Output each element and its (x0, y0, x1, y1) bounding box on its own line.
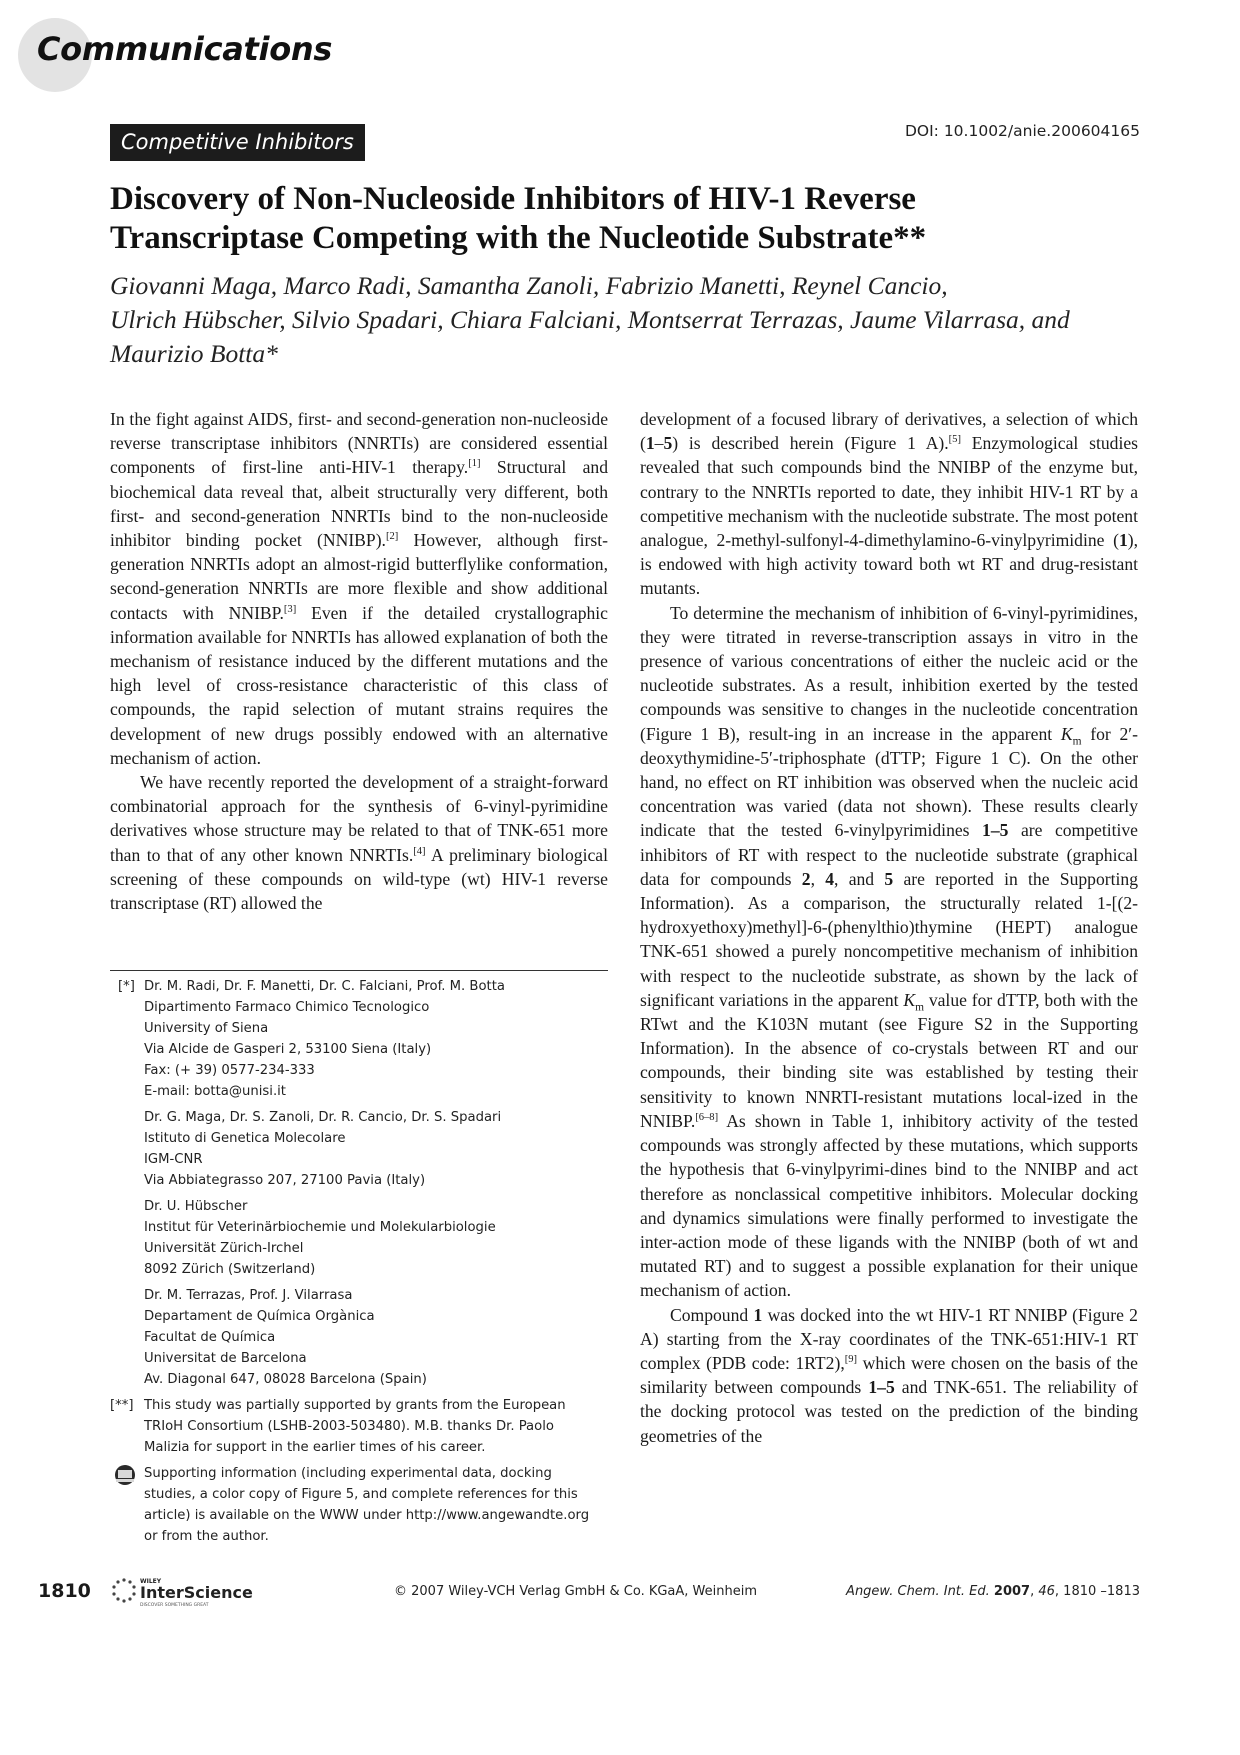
article-title (110, 180, 1110, 258)
computer-icon (112, 1465, 138, 1485)
affiliation-footnote: Dr. U. Hübscher Institut für Veterinärbiochemie und Molekularbiologie Universität Zürich-Irchel 8092 Zürich (Switzerland) (144, 1199, 496, 1277)
affiliation-footnote: Dr. G. Maga, Dr. S. Zanoli, Dr. R. Cancio, Dr. S. Spadari Istituto di Genetica Molecolare IGM-CNR Via Abbiategrasso 207, 27100 Pavia (Italy) (144, 1110, 502, 1188)
citation-ref[interactable]: [2] (385, 531, 399, 543)
citation-ref[interactable]: [1] (468, 458, 481, 470)
category-label: Competitive Inhibitors (110, 124, 365, 161)
title-line: Transcriptase Competing with the Nucleotide Substrate** (110, 220, 927, 256)
title-line: Discovery of Non-Nucleoside Inhibitors of HIV-1 Reverse (110, 181, 916, 217)
citation-ref[interactable]: [4] (413, 845, 426, 857)
section-heading: Communications (37, 30, 333, 68)
left-column (110, 407, 608, 915)
svg-text:InterScience: InterScience (140, 1583, 253, 1602)
copyright: © 2007 Wiley-VCH Verlag GmbH & Co. KGaA, Weinheim (394, 1584, 758, 1599)
citation-ref[interactable]: [5] (948, 434, 961, 446)
svg-text:DISCOVER SOMETHING GREAT: DISCOVER SOMETHING GREAT (140, 1603, 209, 1608)
page-number: 1810 (38, 1580, 91, 1602)
body-paragraph: Compound 1 was docked into the wt HIV-1 RT NNIBP (Figure 2 A) starting from the X-ray coordinates of the TNK-651:HIV-1 RT complex (PDB code: 1RT2),[9] which were chosen on the basis of the similarity between compounds 1–5 and TNK-651. The reliability of the docking protocol was tested on the prediction of the binding geometries of the (640, 1304, 1138, 1446)
author-line: Giovanni Maga, Marco Radi, Samantha Zanoli, Fabrizio Manetti, Reynel Cancio, (110, 271, 948, 300)
footnote-mark: [*] (118, 979, 135, 994)
author-line: Maurizio Botta* (110, 339, 278, 368)
funding-footnote: [**] This study was partially supported by grants from the European TRIoH Consortium (LSHB-2003-503480). M.B. thanks Dr. Paolo Malizia for support in the earlier times of his career. (110, 1395, 608, 1458)
svg-text:WILEY: WILEY (140, 1578, 162, 1585)
supporting-info-footnote: Supporting information (including experimental data, docking studies, a color copy of Figure 5, and complete references for this article) is available on the WWW under http://www.angewandte.org or from the author. (110, 1463, 608, 1547)
author-line: Ulrich Hübscher, Silvio Spadari, Chiara Falciani, Montserrat Terrazas, Jaume Vilarrasa, and (110, 305, 1070, 334)
email-link[interactable]: E-mail: botta@unisi.it (144, 1084, 286, 1099)
body-paragraph: development of a focused library of derivatives, a selection of which (1–5) is described herein (Figure 1 A).[5] Enzymological studies revealed that such compounds bind the NNIBP of the enzyme but, contrary to the NNRTIs reported to date, they inhibit HIV-1 RT by a competitive mechanism with the nucleotide substrate. The most potent analogue, 2-methyl-sulfonyl-4-dimethylamino-6-vinylpyrimidine (1), is endowed with high activity toward both wt RT and drug-resistant mutants. (640, 409, 1138, 599)
right-column (640, 407, 1138, 1448)
affiliation-footnote: Dr. M. Terrazas, Prof. J. Vilarrasa Departament de Química Orgànica Facultat de Química Universitat de Barcelona Av. Diagonal 647, 08028 Barcelona (Spain) (144, 1288, 427, 1387)
body-paragraph: We have recently reported the development of a straight-forward combinatorial approach for the synthesis of 6-vinyl-pyrimidine derivatives whose structure may be related to that of TNK-651 more than to that of any other known NNRTIs.[4] A preliminary biological screening of these compounds on wild-type (wt) HIV-1 reverse transcriptase (RT) allowed the (110, 772, 608, 914)
body-paragraph: To determine the mechanism of inhibition of 6-vinyl-pyrimidines, they were titrated in reverse-transcription assays in vitro in the presence of various concentrations of either the nucleic acid or the nucleotide substrates. As a result, inhibition exerted by the tested compounds was sensitive to changes in the nucleotide concentration (Figure 1 B), result-ing in an increase in the apparent $K_m$ for 2′-deoxythymidine-5′-triphosphate (dTTP; Figure 1 C). On the other hand, no effect on RT inhibition was observed when the nucleic acid concentration was varied (data not shown). These results clearly indicate that the tested 6-vinylpyrimidines 1–5 are competitive inhibitors of RT with respect to the nucleotide substrate (graphical data for compounds 2, 4, and 5 are reported in the Supporting Information). As a comparison, the structurally related 1-[(2-hydroxyethoxy)methyl]-6-(phenylthio)thymine (HEPT) analogue TNK-651 showed a purely noncompetitive mechanism of inhibition with respect to the nucleotide substrate, as shown by the lack of significant variations in the apparent $K_m$ value for dTTP, both with the RTwt and the K103N mutant (see Figure S2 in the Supporting Information). In the absence of co-crystals between RT and our compounds, their binding site was established by testing their sensitivity to known NNRTI-resistant mutations local-ized in the NNIBP.[6–8] As shown in Table 1, inhibitory activity of the tested compounds was strongly affected by these mutations, which supports the hypothesis that 6-vinylpyrimi-dines bind to the NNIBP and act therefore as nonclassical competitive inhibitors. Molecular docking and dynamics simulations were finally performed to investigate the inter-action mode of these ligands with the NNIBP (both of wt and mutated RT) and to suggest a possible explanation for their unique mechanism of action. (640, 602, 1138, 1301)
affiliation-footnote: [*] Dr. M. Radi, Dr. F. Manetti, Dr. C. Falciani, Prof. M. Botta Dipartimento Farmaco Chimico Tecnologico University of Siena Via Alcide de Gasperi 2, 53100 Siena (Italy) Fax: (+ 39) 0577-234-333 E-mail: botta@unisi.it (110, 976, 608, 1102)
interscience-logo[interactable] (110, 1574, 280, 1608)
journal-citation: Angew. Chem. Int. Ed. 2007, 46, 1810 –1813 (846, 1584, 1140, 1599)
footnote-mark: [**] (110, 1398, 134, 1413)
page-footer (0, 1580, 1240, 1610)
citation-ref[interactable]: [9] (844, 1354, 858, 1366)
footnote-divider (110, 970, 608, 971)
footnotes (110, 976, 608, 1552)
body-paragraph: In the fight against AIDS, first- and second-generation non-nucleoside reverse transcriptase inhibitors (NNRTIs) are considered essential components of first-line anti-HIV-1 therapy.[1] Structural and biochemical data reveal that, albeit structurally very different, both first- and second-generation NNRTIs bind to the non-nucleoside inhibitor binding pocket (NNIBP).[2] However, although first-generation NNRTIs adopt an almost-rigid butterflylike conformation, second-generation NNRTIs are more flexible and show additional contacts with NNIBP.[3] Even if the detailed crystallographic information available for NNRTIs has allowed explanation of both the mechanism of resistance induced by the different mutations and the high level of cross-resistance characteristic of this class of compounds, the rapid selection of mutant strains requires the development of new drugs possibly endowed with an alternative mechanism of action. (110, 409, 609, 768)
supporting-info-link[interactable]: article) is available on the WWW under http://www.angewandte.org (144, 1508, 590, 1523)
doi: DOI: 10.1002/anie.200604165 (904, 122, 1140, 140)
citation-ref[interactable]: [6–8] (695, 1112, 719, 1124)
citation-ref[interactable]: [3] (283, 603, 297, 615)
author-list (110, 269, 1140, 371)
